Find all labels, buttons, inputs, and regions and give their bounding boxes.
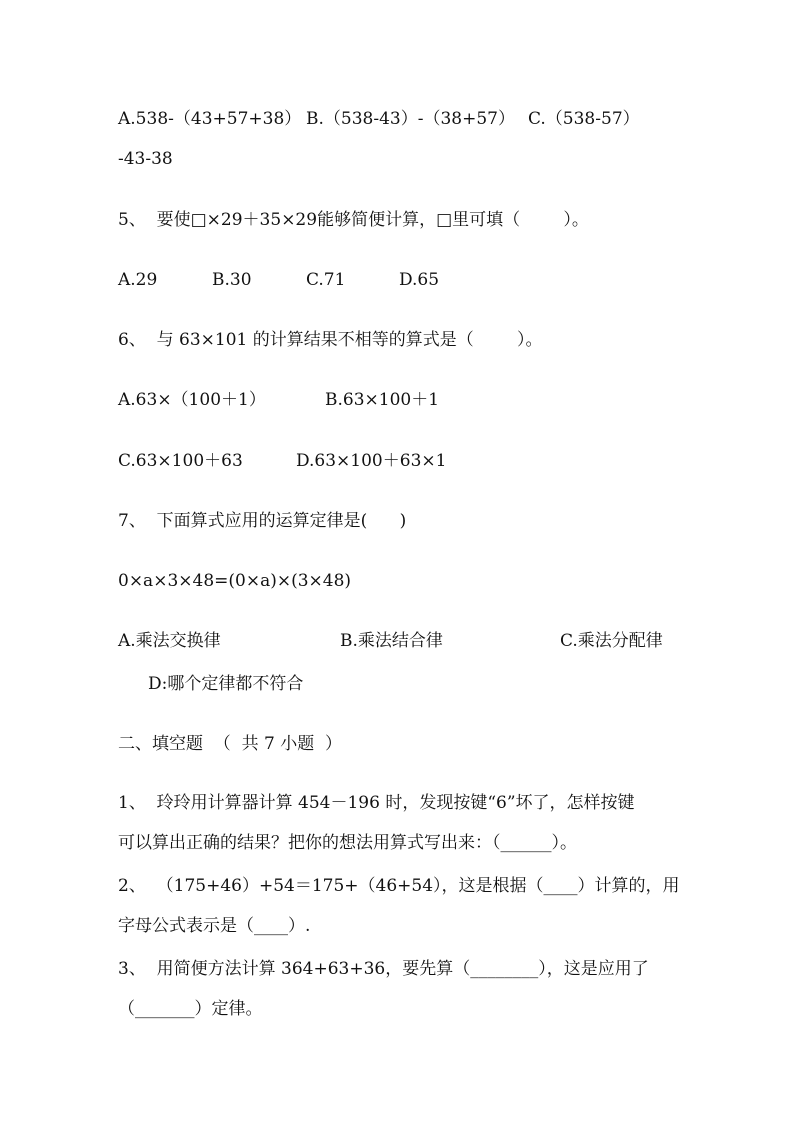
q6-options-row-1 (118, 389, 440, 455)
q6-option-a: A.63×（100＋1） (118, 390, 266, 410)
q6-options-row-2 (118, 450, 447, 516)
q6-option-c: C.63×100＋63 (118, 451, 243, 471)
q5-stem: 5、 要使□×29＋35×29能够简便计算，□里可填（ ）。 (118, 210, 589, 230)
q6-option-d: D.63×100＋63×1 (296, 451, 447, 471)
q5-option-c: C.71 (306, 270, 346, 290)
section-heading: 二、填空题 （ 共 7 小题 ） (118, 734, 343, 754)
q7-option-b: B.乘法结合律 (340, 631, 443, 651)
q4-option-a: A.538-（43+57+38） (118, 109, 302, 129)
q4-option-c: C.（538-57） (528, 109, 640, 129)
fill-item-2-line-1: 2、 （175+46）+54＝175+（46+54），这是根据（____）计算的，用 (118, 876, 680, 896)
fill-item-3-line-1: 3、 用简便方法计算 364+63+36，要先算（________），这是应用了 (118, 959, 649, 979)
q4-option-c-continuation: -43-38 (118, 149, 173, 169)
q7-option-d: D:哪个定律都不符合 (148, 674, 304, 694)
q5-option-d: D.65 (399, 270, 440, 290)
q6-stem: 6、 与 63×101 的计算结果不相等的算式是（ ）。 (118, 330, 543, 350)
fill-item-2-line-2: 字母公式表示是（____）. (118, 916, 311, 936)
q7-option-a: A.乘法交换律 (118, 631, 221, 651)
q4-option-b: B.（538-43）-（38+57） (306, 109, 515, 129)
fill-item-3-line-2: （_______）定律。 (118, 999, 263, 1019)
q7-expression: 0×a×3×48=(0×a)×(3×48) (118, 571, 352, 591)
fill-item-1-line-2: 可以算出正确的结果？把你的想法用算式写出来：（______）。 (118, 833, 577, 853)
fill-item-1-line-1: 1、 玲玲用计算器计算 454－196 时，发现按键“6”坏了，怎样按键 (118, 793, 635, 813)
q7-option-c: C.乘法分配律 (560, 631, 663, 651)
q5-option-a: A.29 (118, 270, 158, 290)
q7-stem: 7、 下面算式应用的运算定律是( ) (118, 511, 407, 531)
q5-option-b: B.30 (212, 270, 252, 290)
q6-option-b: B.63×100＋1 (325, 390, 440, 410)
